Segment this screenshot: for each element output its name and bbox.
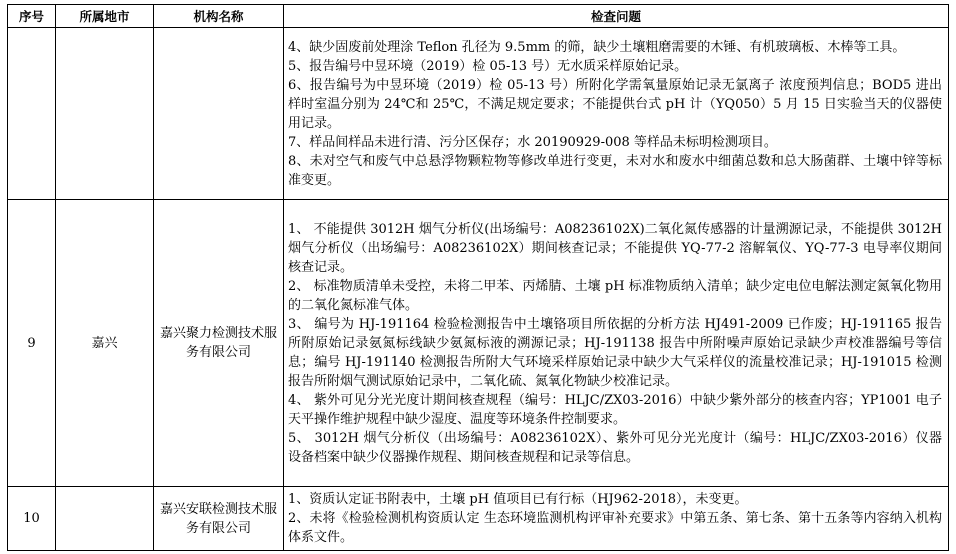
row-city: 嘉兴 xyxy=(56,200,154,487)
issue-item: 8、未对空气和废气中总悬浮物颗粒物等修改单进行变更，未对水和废水中细菌总数和总大肠菌群、土壤中锌等标准变更。 xyxy=(288,153,942,188)
row-org xyxy=(154,28,284,200)
table-row xyxy=(8,200,949,487)
issue-item: 7、样品间样品未进行清、污分区保存；水 20190929-008 等样品未标明检测项目。 xyxy=(288,134,777,150)
header-seq: 序号 xyxy=(8,5,56,28)
row-city xyxy=(56,28,154,200)
header-org: 机构名称 xyxy=(154,5,284,28)
issue-item: 1、资质认定证书附表中，土壤 pH 值项目已有行标（HJ962-2018），未变更。 xyxy=(288,492,748,507)
header-city: 所属地市 xyxy=(56,5,154,28)
issue-item: 5、 3012H 烟气分析仪（出场编号：A08236102X）、紫外可见分光光度计（编号：HLJC/ZX03-2016）仪器设备档案中缺少仪器操作规程、期间核查规程和记录等信息。 xyxy=(288,430,942,465)
table-row xyxy=(8,28,949,200)
issue-item: 1、 不能提供 3012H 烟气分析仪(出场编号：A08236102X)二氧化氮传感器的计量溯源记录，不能提供 3012H 烟气分析仪（出场编号：A08236102X）期间核查记录；不能提供 YQ-77-2 溶解氧仪、YQ-77-3 电导率仪期间核查记录。 xyxy=(288,221,942,275)
issue-item: 3、 编号为 HJ-191164 检验检测报告中土壤铬项目所依据的分析方法 HJ491-2009 已作废；HJ-191165 报告所附原始记录氨氮标线缺少氨氮标液的溯源记录；HJ-191138 报告中所附噪声原始记录缺少声校准器编号等信息；编号 HJ-191140 检测报告所附大气环境采样原始记录中缺少大气采样仪的流量校准记录；HJ-191015 检测报告所附烟气测试原始记录中，二氧化硫、氮氧化物缺少校准记录。 xyxy=(288,316,942,389)
header-issues: 检查问题 xyxy=(284,5,949,28)
issue-item: 6、报告编号为中昱环境（2019）检 05-13 号）所附化学需氧量原始记录无氯离子 浓度预判信息；BOD5 进出样时室温分别为 24℃和 25℃，不满足规定要求；不能提供台式 pH 计（YQ050）5 月 15 日实验当天的仪器使用记录。 xyxy=(288,77,942,131)
header-row xyxy=(8,5,949,28)
row-org: 嘉兴聚力检测技术服务有限公司 xyxy=(154,200,284,487)
row-city xyxy=(56,487,154,551)
inspection-table xyxy=(7,4,949,551)
row-seq: 9 xyxy=(8,200,56,487)
row-seq xyxy=(8,28,56,200)
issue-item: 4、缺少固废前处理涂 Teflon 孔径为 9.5mm 的筛，缺少土壤粗磨需要的木锤、有机玻璃板、木棒等工具。 xyxy=(288,39,906,55)
row-issues xyxy=(284,28,949,200)
issue-item: 2、未将《检验检测机构资质认定 生态环境监测机构评审补充要求》中第五条、第七条、第十五条等内容纳入机构体系文件。 xyxy=(288,511,942,545)
issue-item: 4、 紫外可见分光光度计期间核查规程（编号：HLJC/ZX03-2016）中缺少紫外部分的核查内容；YP1001 电子天平操作维护规程中缺少湿度、温度等环境条件控制要求。 xyxy=(288,392,942,427)
issue-item: 2、 标准物质清单未受控，未将二甲苯、丙烯腈、土壤 pH 标准物质纳入清单；缺少定电位电解法测定氮氧化物用的二氧化氮标准气体。 xyxy=(288,278,942,313)
row-issues xyxy=(284,487,949,551)
table-row xyxy=(8,487,949,551)
row-seq: 10 xyxy=(8,487,56,551)
row-org: 嘉兴安联检测技术服务有限公司 xyxy=(154,487,284,551)
issue-item: 5、报告编号中昱环境（2019）检 05-13 号）无水质采样原始记录。 xyxy=(288,58,688,74)
row-issues xyxy=(284,200,949,487)
